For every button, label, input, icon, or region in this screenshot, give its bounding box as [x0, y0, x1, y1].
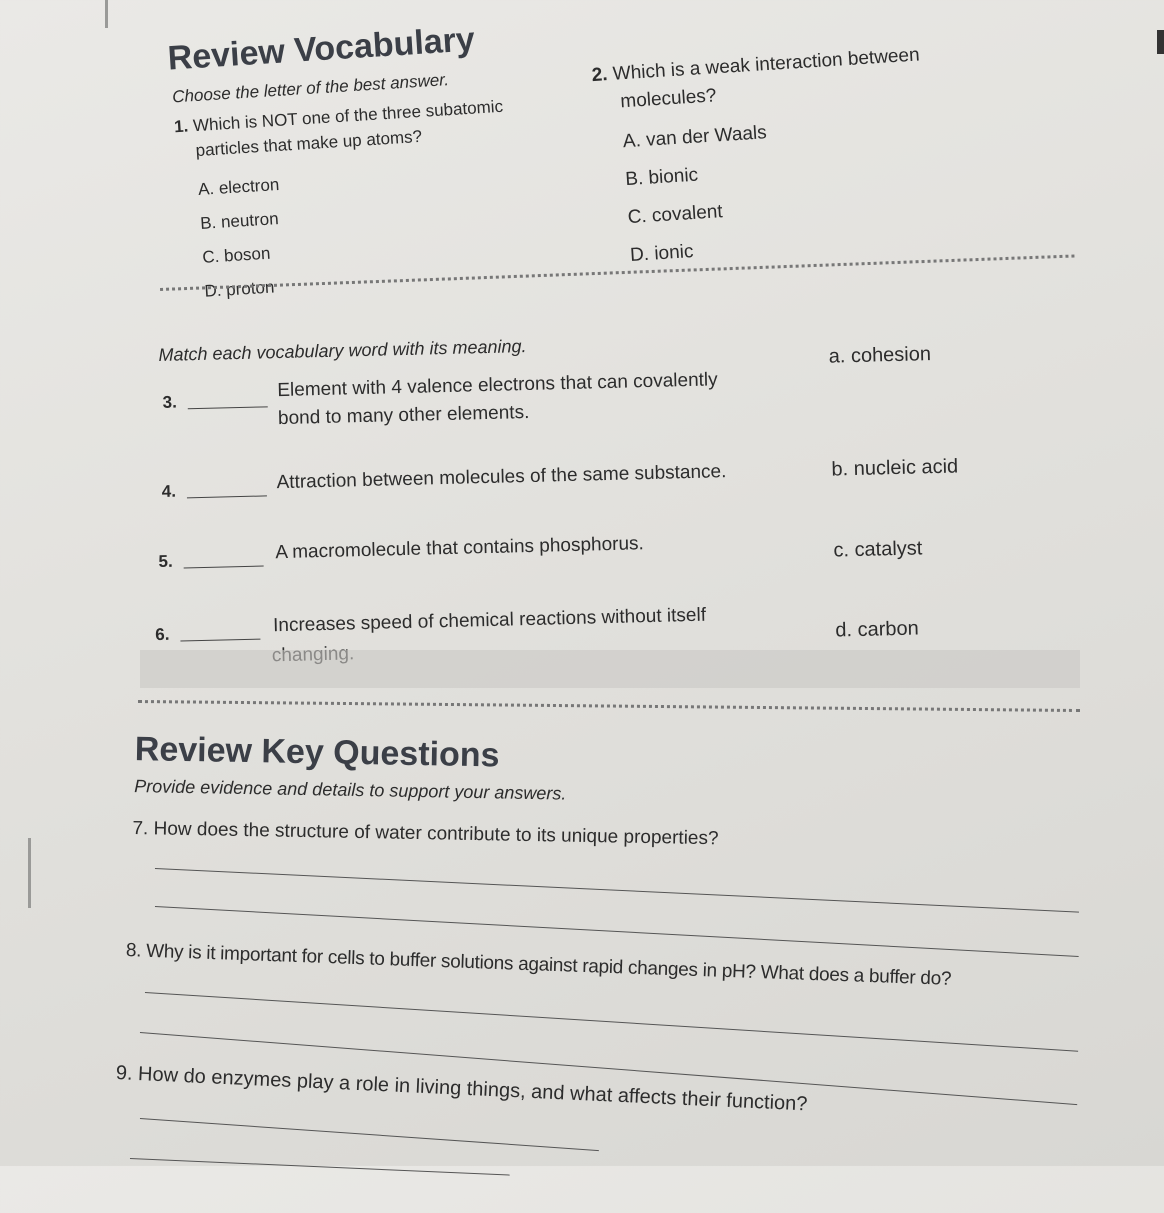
- match-item-4-text: Attraction between molecules of the same substance.: [276, 461, 727, 494]
- match-item-3-text: Element with 4 valence electrons that can covalently: [277, 369, 718, 402]
- key-question-7: 7. How does the structure of water contribute to its unique properties?: [132, 818, 719, 850]
- vocab-instruction: Choose the letter of the best answer.: [171, 70, 450, 107]
- q2-option-c: C. covalent: [627, 201, 724, 229]
- match-instruction: Match each vocabulary word with its meaning.: [158, 336, 527, 365]
- match-choice-c: c. catalyst: [833, 537, 923, 562]
- key-question-9: 9. How do enzymes play a role in living things, and what affects their function?: [115, 1062, 808, 1116]
- question-1-line2: particles that make up atoms?: [195, 126, 423, 161]
- key-title: Review Key Questions: [134, 730, 500, 775]
- question-text: Which is a weak interaction between: [612, 44, 921, 85]
- match-item-6-text: Increases speed of chemical reactions without itself: [272, 604, 707, 637]
- match-item-3-number: 3.: [162, 392, 178, 412]
- q2-option-b: B. bionic: [624, 164, 699, 191]
- match-choice-d: d. carbon: [835, 617, 920, 642]
- match-item-5-number: 5.: [158, 551, 173, 572]
- match-item-3-text2: bond to many other elements.: [277, 401, 530, 430]
- q1-option-d: D. proton: [203, 277, 275, 301]
- vocab-title: Review Vocabulary: [166, 20, 476, 78]
- question-text: Which is NOT one of the three subatomic: [192, 96, 504, 136]
- question-number: 1.: [173, 116, 189, 137]
- match-item-6-number: 6.: [155, 624, 170, 645]
- q2-option-d: D. ionic: [629, 241, 695, 267]
- match-choice-a: a. cohesion: [828, 343, 932, 368]
- q1-option-b: B. neutron: [199, 209, 280, 233]
- key-instruction: Provide evidence and details to support your answers.: [134, 776, 567, 804]
- question-number: 2.: [591, 64, 609, 87]
- match-item-4-number: 4.: [161, 481, 177, 501]
- q1-option-a: A. electron: [197, 174, 280, 199]
- q2-option-a: A. van der Waals: [622, 122, 768, 153]
- question-2-line2: molecules?: [619, 85, 718, 113]
- match-item-5-text: A macromolecule that contains phosphorus.: [275, 533, 645, 564]
- match-choice-b: b. nucleic acid: [831, 455, 959, 481]
- key-question-8: 8. Why is it important for cells to buffer solutions against rapid changes in pH? What does a buffer do?: [125, 940, 952, 990]
- q1-option-c: C. boson: [201, 243, 271, 267]
